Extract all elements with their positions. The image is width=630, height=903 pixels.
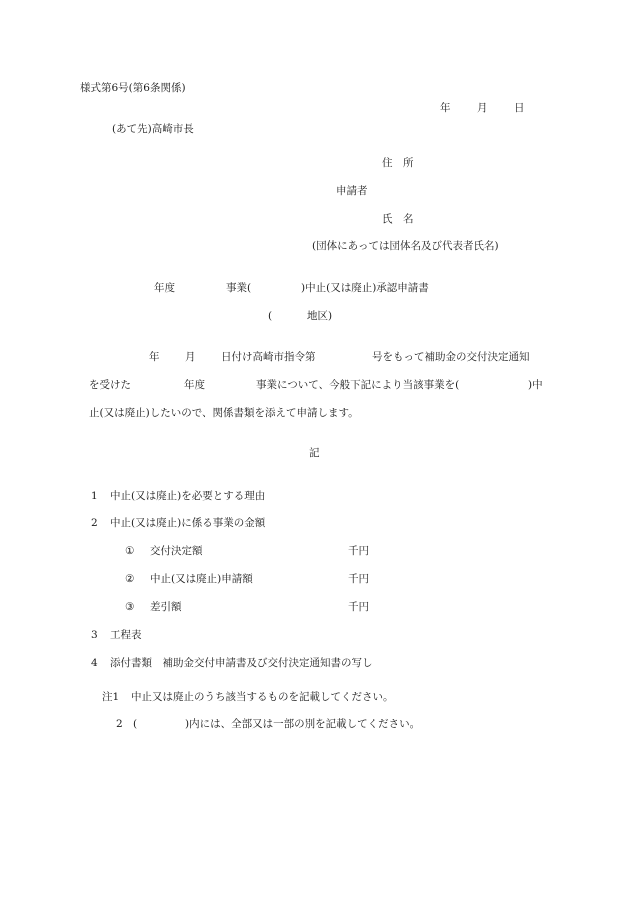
date-day-label: 日 (514, 102, 525, 114)
body-line2-tail: )中 (528, 379, 543, 391)
title-main: )中止(又は廃止)承認申請書 (301, 282, 429, 294)
amount-3-label: 差引額 (150, 601, 182, 613)
title-fiscal-year: 年度 (154, 282, 175, 294)
item-1-number: 1 (91, 490, 98, 502)
note-1-text: 中止又は廃止のうち該当するものを記載してください。 (131, 691, 394, 703)
item-4-number: 4 (91, 657, 98, 669)
amount-2-unit: 千円 (348, 573, 369, 585)
item-2-number: 2 (91, 517, 98, 529)
body-line2-head: を受けた (89, 379, 131, 391)
date-month-label: 月 (477, 102, 488, 114)
addressee: (あて先)高崎市長 (112, 123, 194, 135)
note-1-number: 注1 (102, 691, 120, 703)
item-2-text: 中止(又は廃止)に係る事業の金額 (110, 517, 266, 529)
date-year-label: 年 (440, 102, 451, 114)
amount-1-mark: ① (125, 545, 135, 557)
amount-1-unit: 千円 (348, 545, 369, 557)
amount-3-unit: 千円 (348, 601, 369, 613)
title-district-open: ( (268, 310, 273, 322)
item-1-text: 中止(又は廃止)を必要とする理由 (110, 490, 266, 502)
body-year: 年 (149, 351, 160, 363)
form-id: 様式第6号(第6条関係) (80, 82, 186, 94)
item-3-text: 工程表 (110, 629, 142, 641)
note-2-text: )内には、全部又は一部の別を記載してください。 (185, 718, 421, 730)
address-label: 住 所 (382, 157, 414, 169)
amount-1-label: 交付決定額 (150, 545, 203, 557)
applicant-label: 申請者 (336, 185, 368, 197)
item-3-number: 3 (91, 629, 98, 641)
body-line1-tail: 号をもって補助金の交付決定通知 (372, 351, 530, 363)
body-line3: 止(又は廃止)したいので、関係書類を添えて申請します。 (89, 407, 359, 419)
title-project-open: 事業( (226, 282, 252, 294)
note-2-paren: ( (133, 718, 138, 730)
item-4-text: 添付書類 補助金交付申請書及び交付決定通知書の写し (110, 657, 373, 669)
name-label: 氏 名 (382, 213, 414, 225)
ki-heading: 記 (309, 447, 320, 459)
amount-2-label: 中止(又は廃止)申請額 (150, 573, 253, 585)
title-district-close: 地区) (307, 310, 333, 322)
group-note: (団体にあっては団体名及び代表者氏名) (312, 240, 499, 252)
body-line1-text: 日付け高崎市指令第 (221, 351, 316, 363)
amount-3-mark: ③ (125, 601, 135, 613)
body-month: 月 (185, 351, 196, 363)
amount-2-mark: ② (125, 573, 135, 585)
note-2-number: 2 (116, 718, 123, 730)
body-line2-mid: 事業について、今般下記により当該事業を( (256, 379, 460, 391)
body-line2-fiscal-year: 年度 (184, 379, 205, 391)
